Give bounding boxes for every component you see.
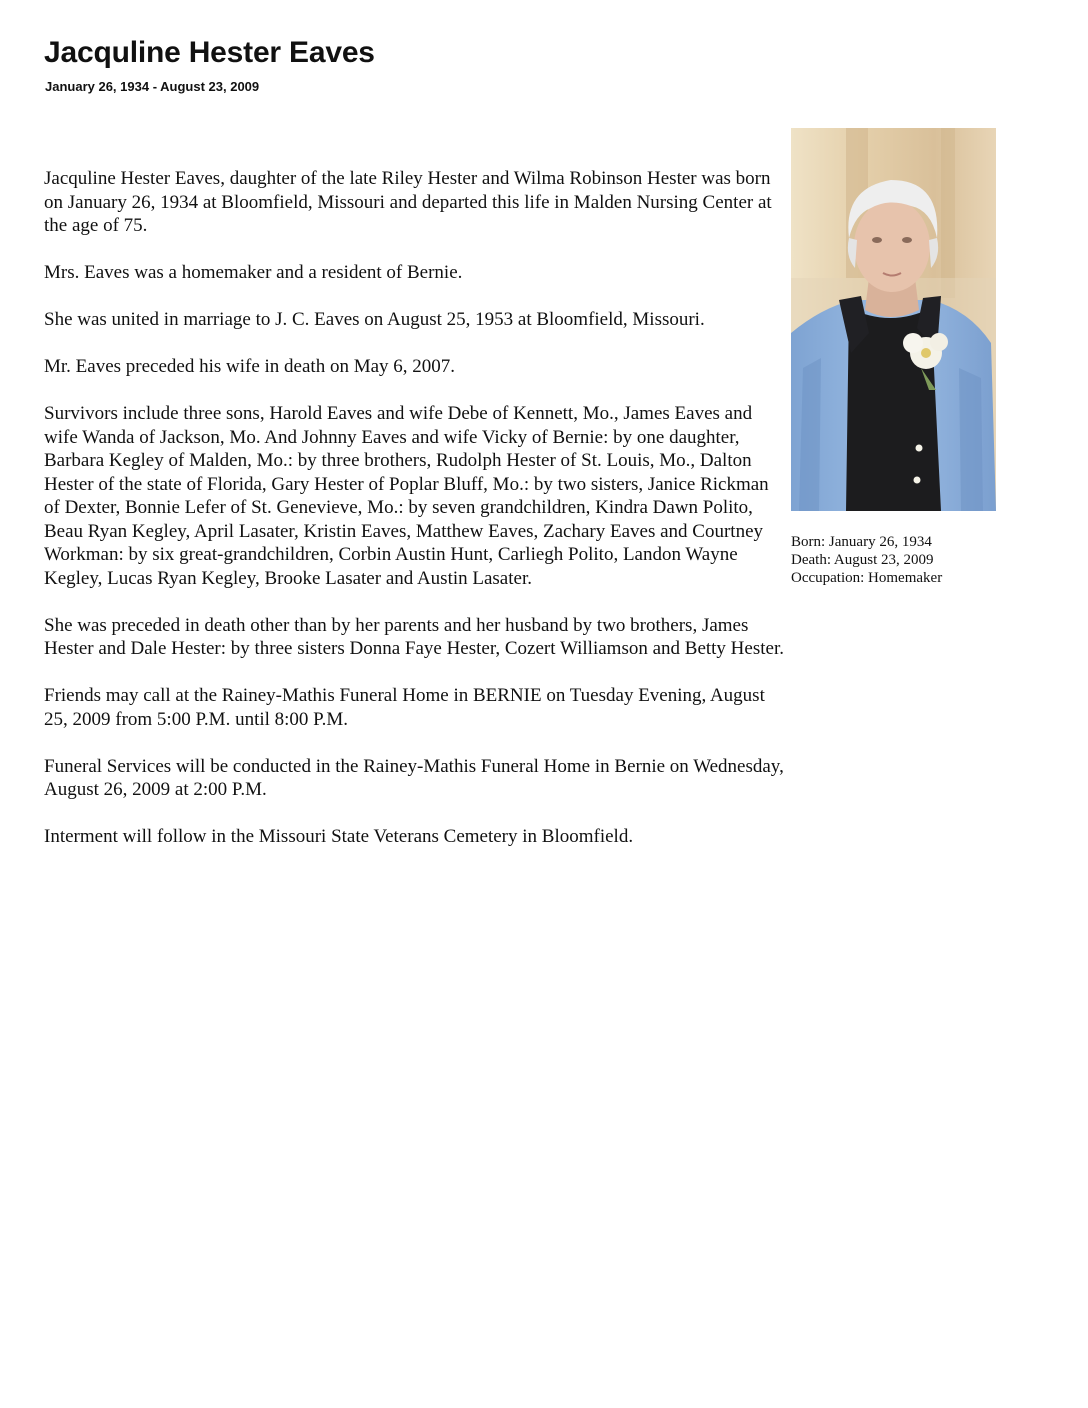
life-dates: January 26, 1934 - August 23, 2009 xyxy=(45,79,260,94)
occupation-fact: Occupation: Homemaker xyxy=(791,570,943,586)
paragraph-survivors: Survivors include three sons, Harold Eaves and wife Debe of Kennett, Mo., James Eaves and wife Wanda of Jackson, Mo. And Johnny Eaves and wife Vicky of Bernie: by one daughter, Barbara Kegley of Malden, Mo.: by three brothers, Rudolph Hester of St. Louis, Mo., Dalton Hester of the state of Florida, Gary Hester of Poplar Bluff, Mo.: by two sisters, Janice Rickman of Dexter, Bonnie Lefer of St. Genevieve, Mo.: by seven grandchildren, Kindra Dawn Polito, Beau Ryan Kegley, April Lasater, Kristin Eaves, Matthew Eaves, Zachary Eaves and Courtney Workman: by six great-grandchildren, Corbin Austin Hunt, Carliegh Polito, Landon Wayne Kegley, Lucas Ryan Kegley, Brooke Lasater and Austin Lasater. xyxy=(44,403,769,589)
paragraph-services: Funeral Services will be conducted in the Rainey-Mathis Funeral Home in Bernie on Wednesday, August 26, 2009 at 2:00 P.M. xyxy=(44,755,784,800)
death-fact: Death: August 23, 2009 xyxy=(791,552,934,568)
portrait-photo xyxy=(791,128,996,511)
paragraph-occupation: Mrs. Eaves was a homemaker and a resident of Bernie. xyxy=(44,262,463,283)
paragraph-intro: Jacquline Hester Eaves, daughter of the late Riley Hester and Wilma Robinson Hester was born on January 26, 1934 at Bloomfield, Missouri and departed this life in Malden Nursing Center at the age of 75. xyxy=(44,168,772,236)
paragraph-marriage: She was united in marriage to J. C. Eaves on August 25, 1953 at Bloomfield, Missouri. xyxy=(44,309,705,330)
paragraph-preceded: She was preceded in death other than by her parents and her husband by two brothers, James Hester and Dale Hester: by three sisters Donna Faye Hester, Cozert Williamson and Betty Hester. xyxy=(44,614,784,659)
vital-facts xyxy=(791,533,942,587)
page-title: Jacquline Hester Eaves xyxy=(44,36,375,69)
paragraph-visitation: Friends may call at the Rainey-Mathis Funeral Home in BERNIE on Tuesday Evening, August 25, 2009 from 5:00 P.M. until 8:00 P.M. xyxy=(44,685,765,730)
paragraph-husband-death: Mr. Eaves preceded his wife in death on May 6, 2007. xyxy=(44,356,456,377)
paragraph-interment: Interment will follow in the Missouri State Veterans Cemetery in Bloomfield. xyxy=(44,826,634,847)
obituary-body xyxy=(44,167,789,872)
born-fact: Born: January 26, 1934 xyxy=(791,534,932,550)
